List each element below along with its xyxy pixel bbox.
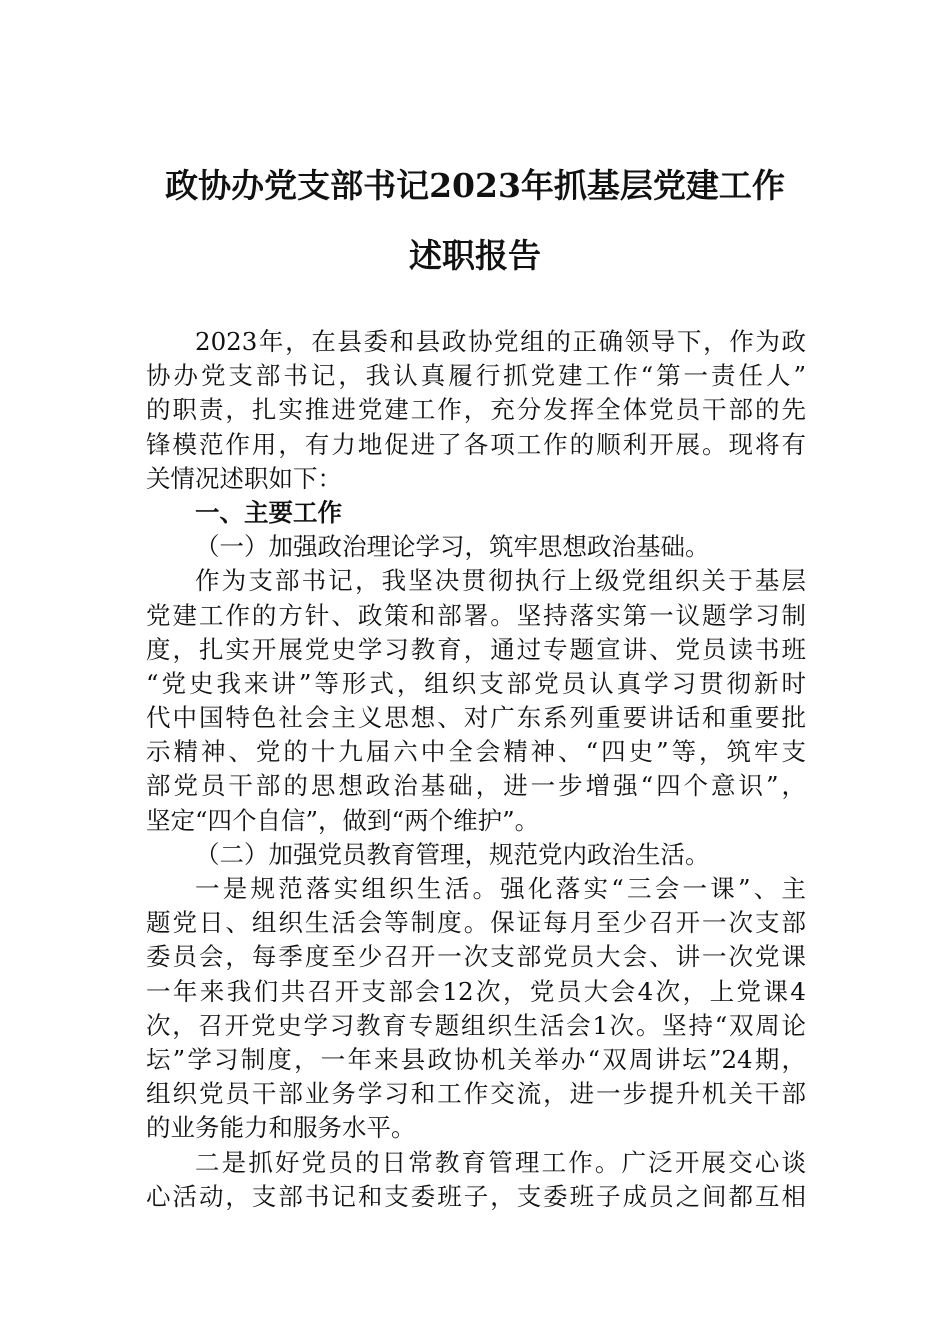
section-heading: 一、主要工作 [195,497,342,527]
paragraph-line: 二是抓好党员的日常教育管理工作。广泛开展交心谈 [195,1147,806,1177]
paragraph-line: 度，扎实开展党史学习教育，通过专题宣讲、党员读书班 [146,634,806,664]
paragraph-line: 的业务能力和服务水平。 [146,1113,416,1143]
document-title-line-1: 政协办党支部书记2023年抓基层党建工作 [165,166,785,205]
subsection-heading: （二）加强党员教育管理，规范党内政治生活。 [195,839,710,869]
paragraph-line: 委员会，每季度至少召开一次支部党员大会、讲一次党课 [146,942,806,972]
paragraph-line: 组织党员干部业务学习和工作交流，进一步提升机关干部 [146,1079,806,1109]
paragraph-line: 一是规范落实组织生活。强化落实“三会一课”、主 [195,874,806,903]
paragraph-line: 2023年，在县委和县政协党组的正确领导下，作为政 [195,327,806,356]
paragraph-line: 的职责，扎实推进党建工作，充分发挥全体党员干部的先 [146,395,806,425]
paragraph-line: 锋模范作用，有力地促进了各项工作的顺利开展。现将有 [146,429,806,459]
paragraph-line: 协办党支部书记，我认真履行抓党建工作“第一责任人” [146,361,806,391]
paragraph-line: 代中国特色社会主义思想、对广东系列重要讲话和重要批 [146,703,806,733]
paragraph-line: 坛”学习制度，一年来县政协机关举办“双周讲坛”24期， [146,1044,806,1074]
paragraph-line: 关情况述职如下： [146,463,342,493]
paragraph-line: “党史我来讲”等形式，组织支部党员认真学习贯彻新时 [146,668,806,698]
paragraph-line: 题党日、组织生活会等制度。保证每月至少召开一次支部 [146,908,806,938]
subsection-heading: （一）加强政治理论学习，筑牢思想政治基础。 [195,532,710,562]
paragraph-line: 示精神、党的十九届六中全会精神、“四史”等，筑牢支 [146,737,806,767]
paragraph-line: 部党员干部的思想政治基础，进一步增强“四个意识”， [146,771,806,801]
paragraph-line: 次，召开党史学习教育专题组织生活会1次。坚持“双周论 [146,1010,806,1040]
paragraph-line: 坚定“四个自信”，做到“两个维护”。 [146,805,540,835]
paragraph-line: 党建工作的方针、政策和部署。坚持落实第一议题学习制 [146,600,806,630]
document-title-line-2: 述职报告 [409,236,541,275]
paragraph-line: 心活动，支部书记和支委班子，支委班子成员之间都互相 [146,1181,806,1211]
document-body [146,325,806,1214]
paragraph-line: 一年来我们共召开支部会12次，党员大会4次，上党课4 [146,976,806,1006]
paragraph-line: 作为支部书记，我坚决贯彻执行上级党组织关于基层 [195,566,806,596]
